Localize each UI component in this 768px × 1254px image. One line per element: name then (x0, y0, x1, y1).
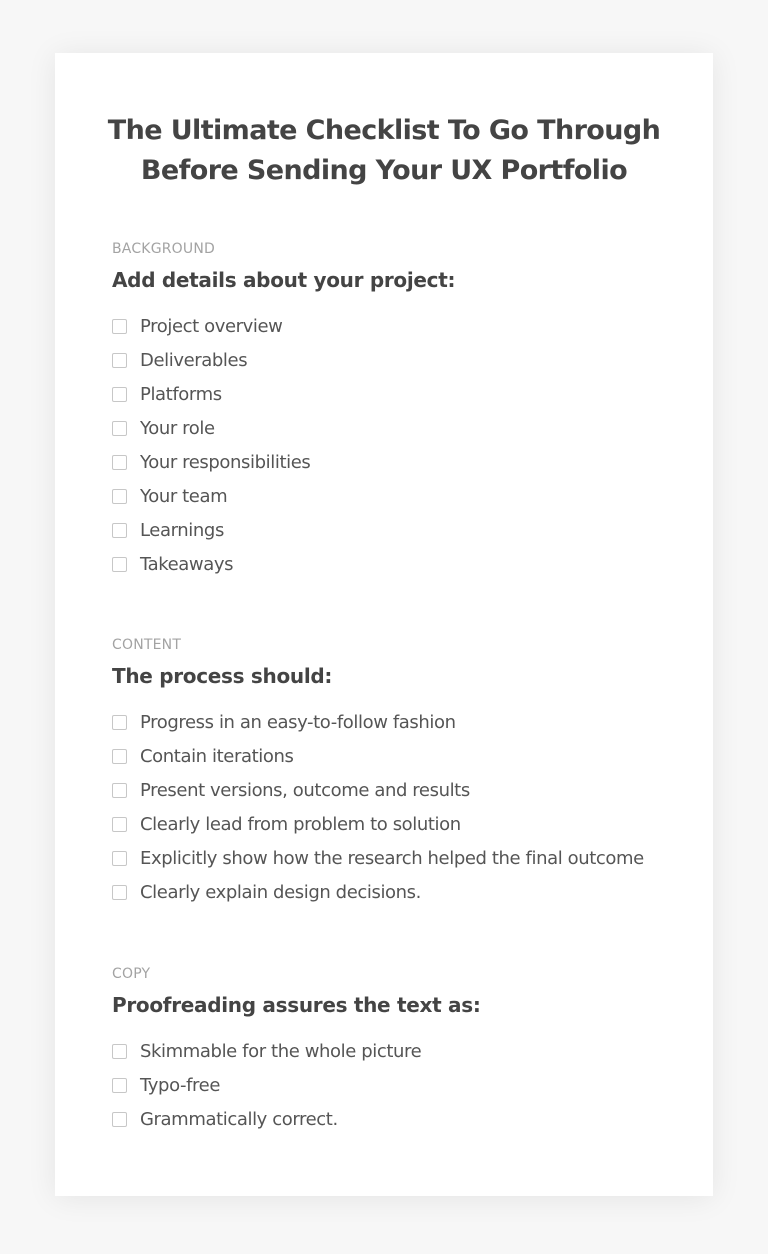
checklist-item-label: Clearly lead from problem to solution (140, 813, 461, 835)
checkbox[interactable] (112, 319, 127, 334)
checklist-item[interactable] (112, 875, 672, 909)
checklist-item[interactable] (112, 739, 672, 773)
checklist-item-label: Your team (140, 485, 228, 507)
checklist-item-label: Project overview (140, 315, 283, 337)
checklist-item[interactable] (112, 343, 672, 377)
checklist-item[interactable] (112, 1034, 672, 1068)
checklist-item[interactable] (112, 807, 672, 841)
checklist-item-label: Your responsibilities (140, 451, 311, 473)
checklist-item[interactable] (112, 773, 672, 807)
checkbox[interactable] (112, 353, 127, 368)
checklist-item-label: Skimmable for the whole picture (140, 1040, 422, 1062)
checklist-item[interactable] (112, 445, 672, 479)
checklist-item[interactable] (112, 547, 672, 581)
page-title-line-1: The Ultimate Checklist To Go Through (107, 115, 661, 146)
checklist-item-label: Present versions, outcome and results (140, 779, 470, 801)
checkbox[interactable] (112, 749, 127, 764)
checkbox[interactable] (112, 817, 127, 832)
checklist-item[interactable] (112, 309, 672, 343)
checklist (112, 1034, 672, 1136)
checklist-item[interactable] (112, 411, 672, 445)
section-content (112, 633, 672, 909)
section-heading: Add details about your project: (112, 268, 456, 292)
page-title (55, 111, 713, 191)
section-label: BACKGROUND (112, 241, 215, 257)
checklist (112, 705, 672, 909)
checklist-item[interactable] (112, 705, 672, 739)
section-label: CONTENT (112, 637, 182, 653)
checklist-item-label: Typo-free (140, 1074, 221, 1096)
checkbox[interactable] (112, 1078, 127, 1093)
section-copy (112, 962, 672, 1136)
checkbox[interactable] (112, 523, 127, 538)
checklist-item[interactable] (112, 841, 672, 875)
checklist-card (55, 53, 713, 1196)
checklist-item[interactable] (112, 479, 672, 513)
checkbox[interactable] (112, 387, 127, 402)
checkbox[interactable] (112, 851, 127, 866)
checklist (112, 309, 672, 581)
page-title-line-2: Before Sending Your UX Portfolio (140, 155, 628, 186)
checklist-item-label: Deliverables (140, 349, 248, 371)
checklist-item[interactable] (112, 377, 672, 411)
checklist-item-label: Learnings (140, 519, 224, 541)
checklist-item-label: Your role (140, 417, 215, 439)
checklist-item-label: Progress in an easy-to-follow fashion (140, 711, 456, 733)
checklist-item-label: Platforms (140, 383, 222, 405)
checkbox[interactable] (112, 1112, 127, 1127)
checkbox[interactable] (112, 715, 127, 730)
checklist-item[interactable] (112, 1102, 672, 1136)
checkbox[interactable] (112, 421, 127, 436)
checklist-item[interactable] (112, 513, 672, 547)
checklist-item-label: Contain iterations (140, 745, 294, 767)
checkbox[interactable] (112, 557, 127, 572)
checklist-item-label: Grammatically correct. (140, 1108, 338, 1130)
section-label: COPY (112, 966, 151, 982)
checklist-item-label: Clearly explain design decisions. (140, 881, 421, 903)
checkbox[interactable] (112, 455, 127, 470)
checkbox[interactable] (112, 1044, 127, 1059)
checklist-item-label: Explicitly show how the research helped the final outcome (140, 847, 644, 869)
checklist-item[interactable] (112, 1068, 672, 1102)
checklist-item-label: Takeaways (140, 553, 234, 575)
section-heading: The process should: (112, 664, 333, 688)
checkbox[interactable] (112, 885, 127, 900)
checkbox[interactable] (112, 783, 127, 798)
section-background (112, 237, 672, 581)
checkbox[interactable] (112, 489, 127, 504)
section-heading: Proofreading assures the text as: (112, 993, 481, 1017)
